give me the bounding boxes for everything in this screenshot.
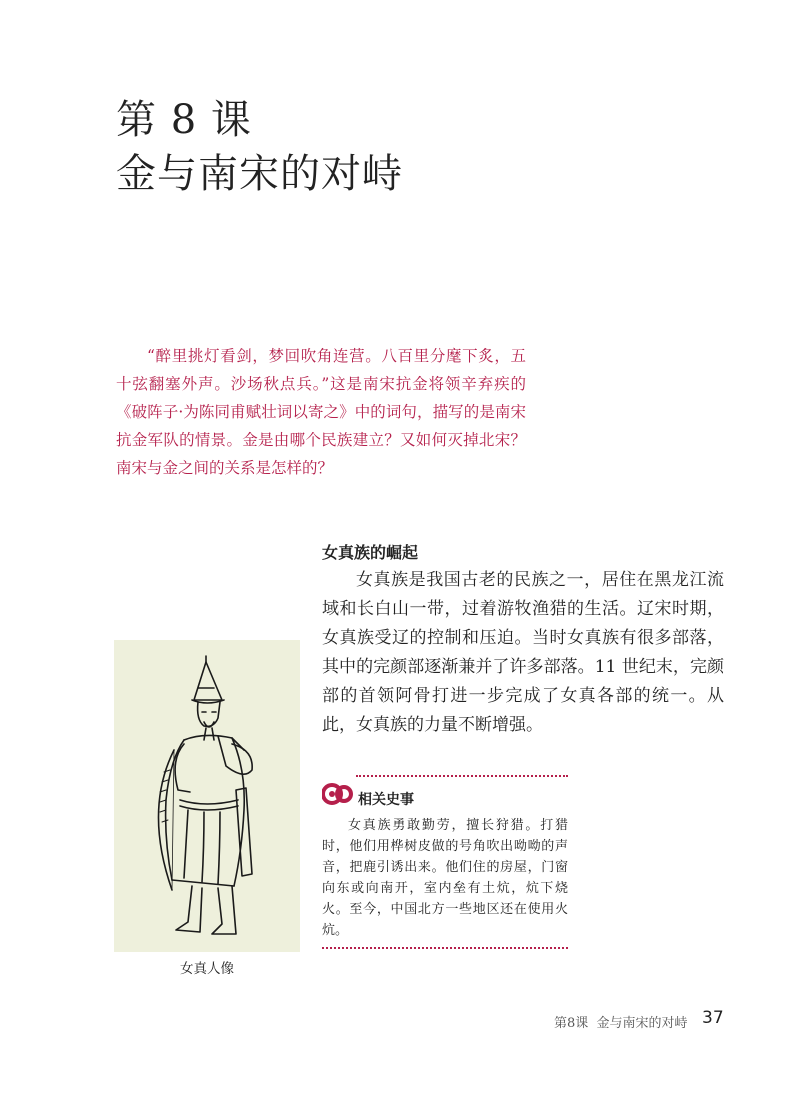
lesson-number: 第 8 课 xyxy=(116,97,252,143)
page-number: 37 xyxy=(702,1008,724,1028)
section-heading: 女真族的崛起 xyxy=(322,543,419,562)
sidebar-title: 相关史事 xyxy=(358,792,414,808)
sidebar-text: 女真族勇敢勤劳，擅长狩猎。打猎时，他们用桦树皮做的号角吹出呦呦的声音，把鹿引诱出来。他们住的房屋，门窗向东或向南开，室内垒有土炕，炕下烧火。至今，中国北方一些地区还在使用火炕。 xyxy=(322,818,568,938)
related-history-icon xyxy=(322,780,354,808)
jurchen-portrait-illustration xyxy=(114,640,300,952)
footer-lesson-label: 第8课 金与南宋的对峙 xyxy=(554,1016,688,1031)
sidebar-top-divider xyxy=(356,775,568,777)
intro-paragraph: “醉里挑灯看剑，梦回吹角连营。八百里分麾下炙，五十弦翻塞外声。沙场秋点兵。”这是南宋抗金将领辛弃疾的《破阵子·为陈同甫赋壮词以寄之》中的词句，描写的是南宋抗金军队的情景。金是由哪个民族建立？又如何灭掉北宋？南宋与金之间的关系是怎样的？ xyxy=(116,347,526,477)
lesson-title: 金与南宋的对峙 xyxy=(116,151,403,197)
jurchen-portrait-figure xyxy=(114,640,300,952)
sidebar-bottom-divider xyxy=(322,947,568,949)
figure-caption: 女真人像 xyxy=(180,961,234,977)
section-paragraph: 女真族是我国古老的民族之一，居住在黑龙江流域和长白山一带，过着游牧渔猎的生活。辽宋时期，女真族受辽的控制和压迫。当时女真族有很多部落，其中的完颜部逐渐兼并了许多部落。11 世纪末，完颜部的首领阿骨打进一步完成了女真各部的统一。从此，女真族的力量不断增强。 xyxy=(322,570,724,735)
